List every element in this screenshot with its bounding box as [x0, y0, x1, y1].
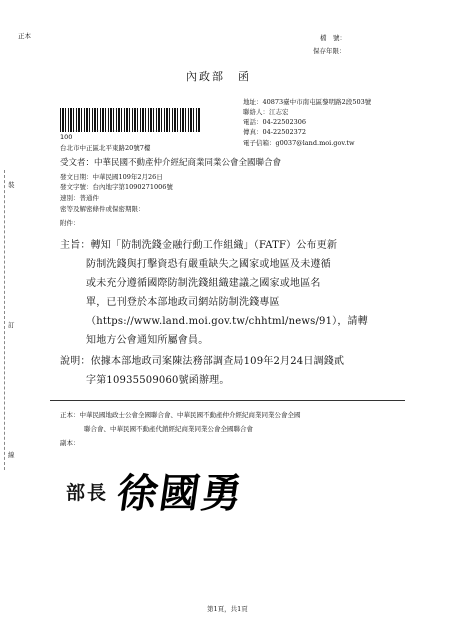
subject-line-3: 或未充分遵循國際防制洗錢組織建議之國家或地區名	[86, 278, 321, 289]
fax: 傳真：04-22502372	[243, 128, 307, 136]
binding-mark-2: 訂	[8, 321, 15, 329]
copy-label: 副本：	[60, 439, 80, 447]
attachment: 附件：	[60, 219, 80, 227]
page-footer: 第1頁，共1頁	[207, 605, 248, 613]
binding-mark-3: 線	[8, 451, 15, 459]
corner-label: 正本	[18, 32, 31, 40]
retention-label: 保存年限：	[313, 47, 346, 55]
recipient-address: 台北市中正區北平東路20號7樓	[60, 144, 151, 152]
separator-rule	[50, 400, 405, 401]
signature-name: 徐國勇	[114, 470, 247, 517]
recipient: 受文者：中華民國不動產仲介經紀商業同業公會全國聯合會	[60, 158, 282, 168]
barcode	[60, 108, 200, 132]
subject-line-5: （https://www.land.moi.gov.tw/chhtml/news/91），請轉	[86, 316, 368, 327]
email: 電子信箱：g0037@land.moi.gov.tw	[243, 139, 355, 147]
original-line-1: 正本：中華民國地政士公會全國聯合會、中華民國不動產仲介經紀商業同業公會全國	[60, 411, 301, 419]
subject-line-4: 單，已刊登於本部地政司網站防制洗錢專區	[86, 297, 280, 308]
issue-date: 發文日期：中華民國109年2月26日	[60, 173, 163, 181]
binding-mark-1: 裝	[8, 181, 15, 189]
barcode-number: 100	[60, 133, 73, 141]
subject-line-2: 防制洗錢與打擊資恐有嚴重缺失之國家或地區及未遵循	[86, 259, 331, 270]
signature-title: 部長	[66, 482, 109, 504]
subject-line-1: 主旨：轉知「防制洗錢金融行動工作組織」（FATF）公布更新	[60, 240, 338, 251]
contact-person: 聯絡人：江志宏	[243, 108, 289, 116]
phone: 電話：04-22502306	[243, 118, 307, 126]
security: 密等及解密條件或保密期限：	[60, 205, 145, 213]
speed: 速別：普通件	[60, 194, 99, 202]
original-line-2: 聯合會、中華民國不動產代銷經紀商業同業公會全國聯合會	[84, 425, 253, 433]
explanation-line-2: 字第10935509060號函辦理。	[86, 375, 230, 386]
document-title: 內政部 函	[186, 70, 251, 83]
file-number-label: 檔 號：	[320, 34, 346, 42]
issue-number: 發文字號：台內地字第1090271006號	[60, 183, 173, 191]
subject-line-6: 知地方公會通知所屬會員。	[86, 335, 209, 346]
explanation-line-1: 說明：依據本部地政司案陳法務部調查局109年2月24日調錢貳	[60, 356, 345, 367]
sender-address: 地址：40873臺中市南屯區黎明路2段503號	[243, 98, 372, 106]
